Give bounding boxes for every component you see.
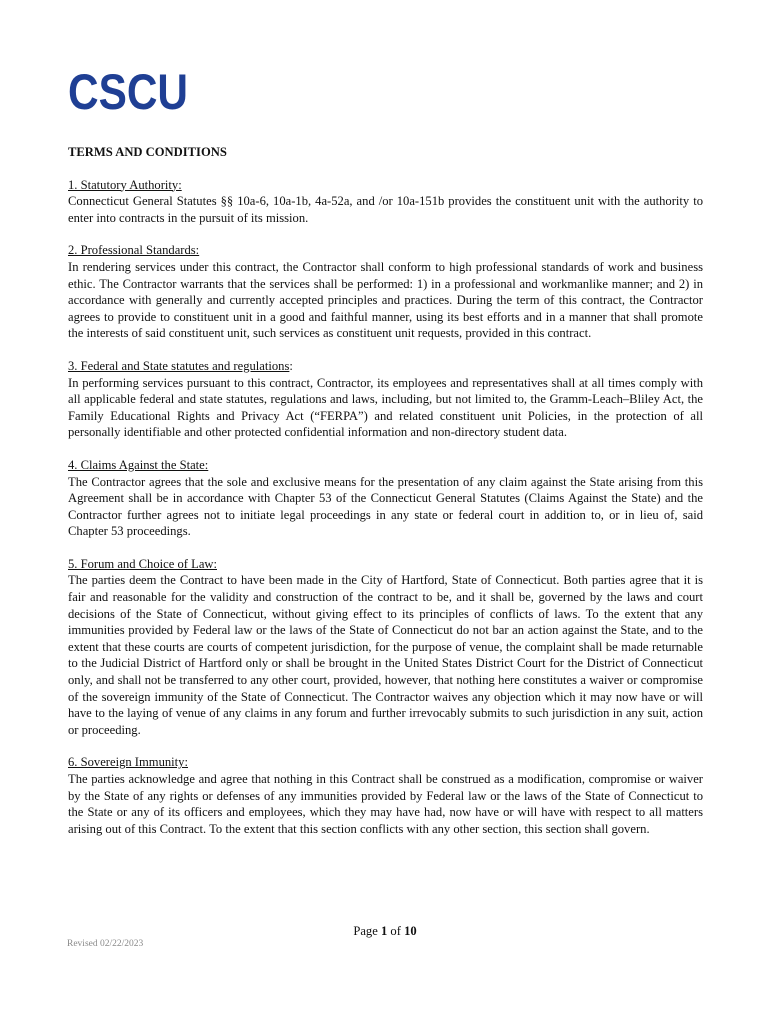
section-federal-state-statutes bbox=[68, 358, 703, 441]
section-sovereign-immunity bbox=[68, 754, 703, 837]
cscu-logo-image bbox=[67, 64, 189, 120]
page-title: TERMS AND CONDITIONS bbox=[68, 145, 227, 159]
section-body: The parties acknowledge and agree that nothing in this Contract shall be construed as a modification, compromise or waiver by the State of any rights or defenses of any immunities provided by Federal law or the laws of the State of Connecticut to the State or any of its officers and employees, which they may have had, now have or will have with respect to all matters arising out of this Contract. To the extent that this section conflicts with any other section, this section shall govern. bbox=[68, 772, 703, 836]
revised-date: Revised 02/22/2023 bbox=[67, 939, 144, 949]
section-claims-against-state bbox=[68, 457, 703, 540]
cscu-logo-text: CSCU bbox=[68, 64, 188, 120]
section-heading: 4. Claims Against the State: bbox=[68, 457, 209, 472]
section-heading: 6. Sovereign Immunity: bbox=[68, 755, 188, 770]
section-body: In performing services pursuant to this contract, Contractor, its employees and representatives shall at all times comply with all applicable federal and state statutes, regulations and laws, including, but not limited to, the Gramm-Leach–Bliley Act, the Family Educational Rights and Privacy Act (“FERPA”) and related constituent unit Policies, in the protection of all personally identifiable and other protected confidential information and non-directory student data. bbox=[68, 375, 703, 440]
page-number bbox=[0, 924, 770, 939]
page-of: of bbox=[387, 924, 405, 938]
page-total: 10 bbox=[404, 924, 417, 938]
section-heading: 3. Federal and State statutes and regulations bbox=[68, 358, 290, 373]
section-heading-line bbox=[68, 358, 703, 375]
section-heading-colon: : bbox=[289, 358, 293, 373]
section-body: Connecticut General Statutes §§ 10a-6, 10a-1b, 4a-52a, and /or 10a-151b provides the constituent unit with the authority to enter into contracts in the pursuit of its mission. bbox=[68, 194, 703, 225]
section-professional-standards bbox=[68, 242, 703, 342]
section-heading: 5. Forum and Choice of Law: bbox=[68, 556, 217, 571]
section-body: In rendering services under this contract, the Contractor shall conform to high professional standards of work and business ethic. The Contractor warrants that the services shall be performed: 1) in a professional and workmanlike manner; and 2) in accordance with generally and currently accepted principles and practices. During the term of this contract, the Contractor agrees to provide to constituent unit in a good and faithful manner, using its best efforts and in a manner that shall promote the interests of said constituent unit, such services as constituent unit requests, provided in this contract. bbox=[68, 259, 703, 341]
page-current: 1 bbox=[380, 924, 388, 938]
section-statutory-authority bbox=[68, 177, 703, 227]
page-prefix: Page bbox=[353, 924, 381, 938]
section-heading: 1. Statutory Authority: bbox=[68, 177, 182, 192]
section-body: The parties deem the Contract to have been made in the City of Hartford, State of Connecticut. Both parties agree that it is fair and reasonable for the validity and construction of the contract to be, and it shall be, governed by the laws and court decisions of the State of Connecticut, without giving effect to its principles of conflicts of laws. To the extent that any immunities provided by Federal law or the laws of the State of Connecticut do not bar an action against the State, and to the extent that these courts are courts of competent jurisdiction, for the purpose of venue, the complaint shall be made returnable to the Judicial District of Hartford only or shall be brought in the United States District Court for the District of Connecticut only, and shall not be transferred to any other court, provided, however, that nothing here constitutes a waiver or compromise of the sovereign immunity of the State of Connecticut. The Contractor waives any objection which it may now have or will have to the laying of venue of any claims in any forum and further irrevocably submits to such jurisdiction in any suit, action or proceeding. bbox=[68, 573, 703, 737]
document-body bbox=[68, 144, 703, 853]
section-body: The Contractor agrees that the sole and exclusive means for the presentation of any claim against the State arising from this Agreement shall be in accordance with Chapter 53 of the Connecticut General Statutes (Claims Against the State) and the Contractor further agrees not to initiate legal proceedings in any state or federal court in addition to, or in lieu of, said Chapter 53 proceedings. bbox=[68, 474, 703, 539]
cscu-logo bbox=[67, 64, 189, 120]
section-heading: 2. Professional Standards: bbox=[68, 243, 200, 258]
section-forum-choice-of-law bbox=[68, 556, 703, 739]
